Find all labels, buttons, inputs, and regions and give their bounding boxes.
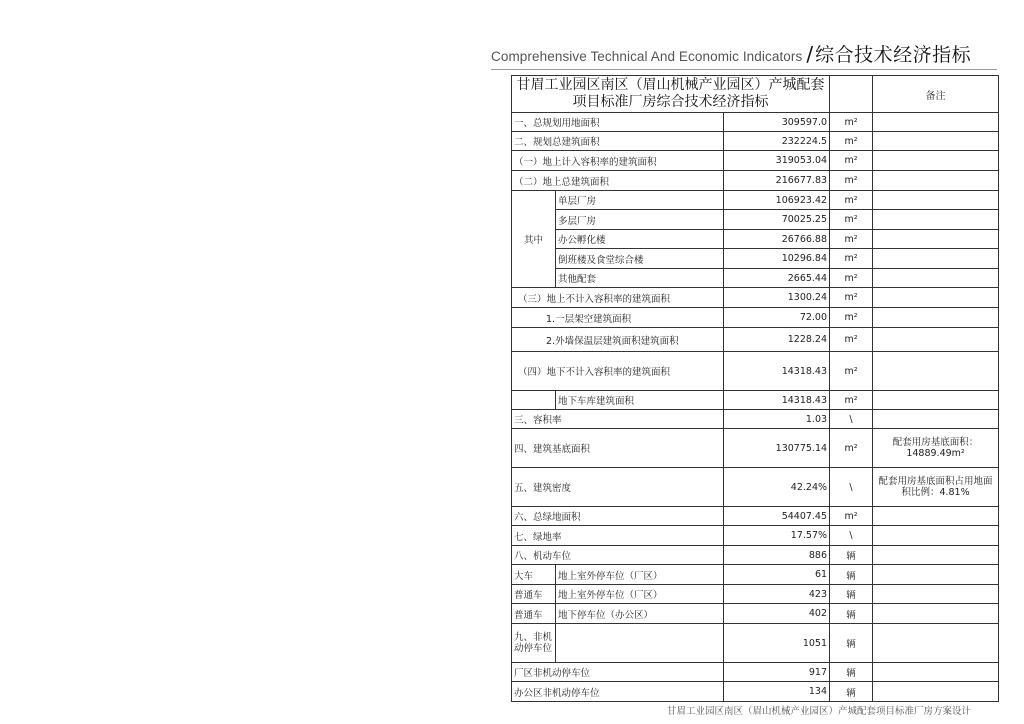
table-row: 二、规划总建筑面积 232224.5 m² [512,132,999,151]
table-row: 七、绿地率 17.57% \ [512,526,999,546]
table-row: 五、建筑密度 42.24% \ 配套用房基底面积占用地面积比例：4.81% [512,468,999,507]
table-row: 其中 单层厂房 106923.42 m² [512,191,999,210]
table-row: 九、非机动停车位 1051 辆 [512,624,999,663]
table-header-row [512,76,999,113]
table-row: 普通车 地上室外停车位（厂区） 423 辆 [512,585,999,604]
table-row: 四、建筑基底面积 130775.14 m² 配套用房基底面积：14889.49m² [512,429,999,468]
heading-chinese: 综合技术经济指标 [815,44,972,66]
page-heading [491,40,971,67]
table-row: （三）地上不计入容积率的建筑面积 1300.24 m² [512,288,999,308]
table-title: 甘眉工业园区南区（眉山机械产业园区）产城配套项目标准厂房综合技术经济指标 [512,76,830,113]
table-row: 厂区非机动停车位 917 辆 [512,663,999,682]
table-row: 多层厂房 70025.25 m² [512,210,999,230]
table-row: 三、容积率 1.03 \ [512,410,999,429]
note-header: 备注 [873,76,999,113]
heading-slash: / [806,42,814,66]
table-row: 办公区非机动停车位 134 辆 [512,682,999,702]
table-row: 1.一层架空建筑面积 72.00 m² [512,308,999,328]
group-label-qizhong: 其中 [512,191,556,288]
table-row: 倒班楼及食堂综合楼 10296.84 m² [512,249,999,269]
heading-rule [491,69,997,70]
table-row: 大车 地上室外停车位（厂区） 61 辆 [512,565,999,585]
table-row: 地下车库建筑面积 14318.43 m² [512,391,999,410]
table-row: 2.外墙保温层建筑面积建筑面积 1228.24 m² [512,328,999,352]
heading-english: Comprehensive Technical And Economic Indicators [491,49,803,64]
table-row: 办公孵化楼 26766.88 m² [512,230,999,249]
indicator-table [511,75,999,702]
table-row: 一、总规划用地面积 309597.0 m² [512,113,999,132]
table-row: （一）地上计入容积率的建筑面积 319053.04 m² [512,151,999,171]
table-row: 八、机动车位 886 辆 [512,546,999,565]
table-row: 其他配套 2665.44 m² [512,269,999,288]
table-row: 六、总绿地面积 54407.45 m² [512,507,999,526]
table-row: （二）地上总建筑面积 216677.83 m² [512,171,999,191]
page-footer: 甘眉工业园区南区（眉山机械产业园区）产城配套项目标准厂房方案设计 [667,706,972,717]
table-row: （四）地下不计入容积率的建筑面积 14318.43 m² [512,352,999,391]
table-row: 普通车 地下停车位（办公区） 402 辆 [512,604,999,624]
